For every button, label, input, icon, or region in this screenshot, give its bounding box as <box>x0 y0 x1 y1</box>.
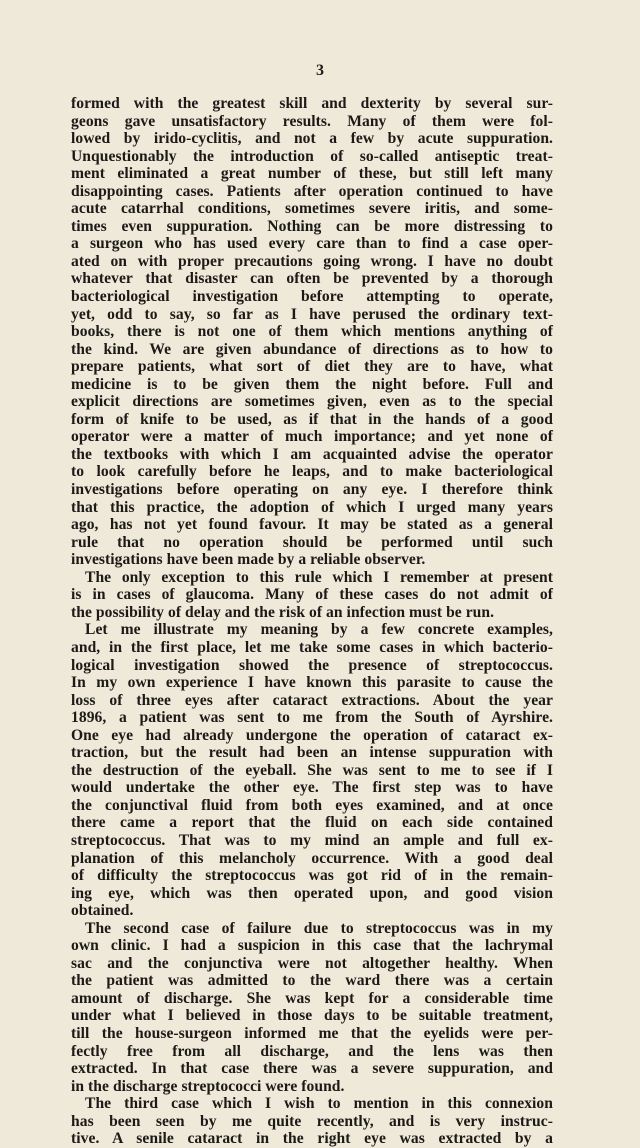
text-line: bacteriological investigation before attempting to operate, <box>71 288 553 306</box>
text-line: the conjunctival fluid from both eyes examined, and at once <box>71 796 553 814</box>
text-line: ment eliminated a great number of these, but still left many <box>71 165 553 183</box>
text-line: traction, but the result had been an intense suppuration with <box>71 744 553 762</box>
text-line: the textbooks with which I am acquainted advise the operator <box>71 445 553 463</box>
text-line: streptococcus. That was to my mind an ample and full ex- <box>71 831 553 849</box>
text-line: formed with the greatest skill and dexterity by several sur- <box>71 95 553 112</box>
text-line: the patient was admitted to the ward there was a certain <box>71 972 553 990</box>
text-line: loss of three eyes after cataract extractions. About the year <box>71 691 553 709</box>
text-line: own clinic. I had a suspicion in this case that the lachrymal <box>71 937 553 955</box>
text-line: there came a report that the fluid on each side contained <box>71 814 553 832</box>
text-line: The second case of failure due to streptococcus was in my <box>85 919 553 937</box>
text-line: the possibility of delay and the risk of an infection must be run. <box>71 603 495 621</box>
text-line: rule that no operation should be performed until such <box>71 533 553 551</box>
text-line: sac and the conjunctiva were not altogether healthy. When <box>71 954 553 972</box>
body-text <box>71 95 553 1148</box>
text-line: investigations before operating on any eye. I therefore think <box>71 481 553 499</box>
text-line: medicine is to be given them the night before. Full and <box>71 375 553 393</box>
text-line: The third case which I wish to mention in this connexion <box>85 1095 553 1113</box>
text-line: The only exception to this rule which I remember at present <box>85 568 553 586</box>
text-line: Unquestionably the introduction of so-called antiseptic treat- <box>71 147 553 165</box>
text-line: planation of this melancholy occurrence. With a good deal <box>71 849 553 867</box>
text-line: In my own experience I have known this parasite to cause the <box>71 674 553 692</box>
text-line: the destruction of the eyeball. She was sent to me to see if I <box>71 761 553 779</box>
text-line: fectly free from all discharge, and the lens was then <box>71 1042 553 1060</box>
text-line: books, there is not one of them which mentions anything of <box>71 323 553 341</box>
text-line: till the house-surgeon informed me that the eyelids were per- <box>71 1024 553 1042</box>
text-line: that this practice, the adoption of which I urged many years <box>71 498 553 516</box>
text-line: disappointing cases. Patients after operation continued to have <box>71 182 553 200</box>
text-line: lowed by irido-cyclitis, and not a few by acute suppuration. <box>71 130 553 148</box>
text-line: obtained. <box>71 902 134 920</box>
text-line: Let me illustrate my meaning by a few concrete examples, <box>85 621 553 639</box>
text-line: One eye had already undergone the operation of cataract ex- <box>71 726 553 744</box>
text-line: the kind. We are given abundance of directions as to how to <box>71 340 553 358</box>
text-line: a surgeon who has used every care than to find a case oper- <box>71 235 553 253</box>
text-line: operator were a matter of much importance; and yet none of <box>71 428 553 446</box>
text-line: tive. A senile cataract in the right eye was extracted by a <box>71 1130 553 1148</box>
text-line: of difficulty the streptococcus was got rid of in the remain- <box>71 867 553 885</box>
text-line: ing eye, which was then operated upon, and good vision <box>71 884 553 902</box>
text-line: logical investigation showed the presence of streptococcus. <box>71 656 553 674</box>
text-line: form of knife to be used, as if that in the hands of a good <box>71 410 553 428</box>
text-line: is in cases of glaucoma. Many of these cases do not admit of <box>71 586 553 604</box>
text-line: yet, odd to say, so far as I have perused the ordinary text- <box>71 305 553 323</box>
text-line: extracted. In that case there was a severe suppuration, and <box>71 1060 553 1078</box>
text-line: amount of discharge. She was kept for a considerable time <box>71 989 553 1007</box>
text-line: to look carefully before he leaps, and to make bacteriological <box>71 463 553 481</box>
text-line: ated on with proper precautions going wrong. I have no doubt <box>71 252 553 270</box>
page-number: 3 <box>316 62 324 79</box>
text-line: prepare patients, what sort of diet they are to have, what <box>71 358 553 376</box>
text-line: acute catarrhal conditions, sometimes severe iritis, and some- <box>71 200 553 218</box>
text-line: geons gave unsatisfactory results. Many of them were fol- <box>71 112 553 130</box>
text-line: and, in the first place, let me take some cases in which bacterio- <box>71 638 553 656</box>
text-line: under what I believed in those days to be suitable treatment, <box>71 1007 553 1025</box>
text-line: 1896, a patient was sent to me from the South of Ayrshire. <box>71 709 553 727</box>
text-line: in the discharge streptococci were found. <box>71 1077 345 1095</box>
text-line: whatever that disaster can often be prevented by a thorough <box>71 270 553 288</box>
text-line: times even suppuration. Nothing can be more distressing to <box>71 217 553 235</box>
text-line: explicit directions are sometimes given, even as to the special <box>71 393 553 411</box>
text-line: investigations have been made by a reliable observer. <box>71 551 426 569</box>
text-line: has been seen by me quite recently, and is very instruc- <box>71 1112 553 1130</box>
text-line: ago, has not yet found favour. It may be stated as a general <box>71 516 553 534</box>
text-line: would undertake the other eye. The first step was to have <box>71 779 553 797</box>
